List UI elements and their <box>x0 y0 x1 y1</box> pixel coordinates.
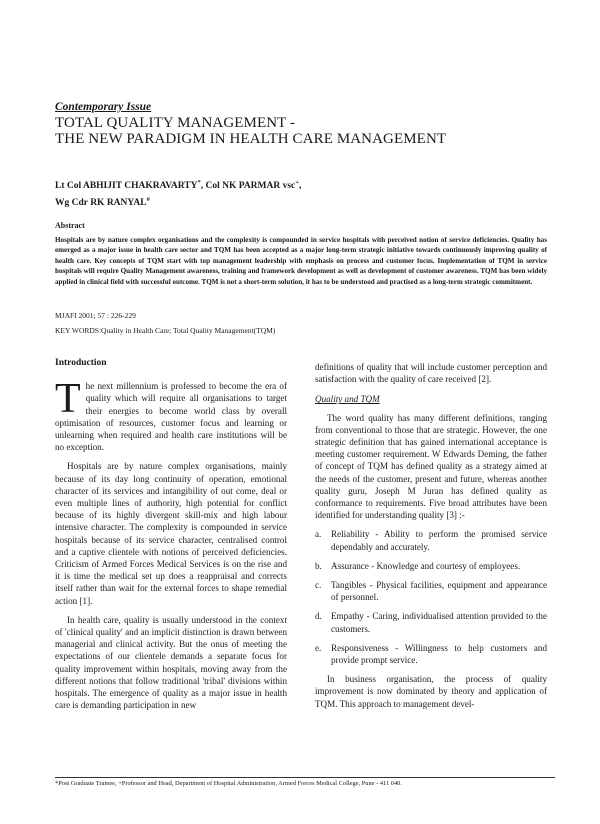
list-item <box>315 560 547 572</box>
list-item <box>315 610 547 634</box>
intro-paragraph-1-text: he next millennium is professed to become the era of quality which will require all organisations to target their energies to become world class by overall optimisation of resources, customer focus and learning or unlearning when required and health care institutions will be no exception. <box>55 381 287 453</box>
list-item-text: Responsiveness - Willingness to help customers and provide prompt service. <box>331 642 547 666</box>
title-line-1: TOTAL QUALITY MANAGEMENT - <box>55 115 296 131</box>
intro-paragraph-1 <box>55 376 287 453</box>
keywords-label: KEY WORDS: <box>55 326 102 335</box>
citation: MJAFI 2001; 57 : 226-229 <box>55 311 136 320</box>
list-item-letter: c. <box>315 580 322 591</box>
list-item <box>315 579 547 603</box>
intro-paragraph-3: In health care, quality is usually understood in the context of 'clinical quality' and an implicit distinction is drawn between managerial and clinical activity. But the onus of meeting the expectations of our clientele demands a separate focus for quality improvement within hospitals, moving away from the different notions that follow traditional 'tribal' divisions within hospitals. The emergence of quality as a major issue in health care is demanding participation in new <box>55 614 287 711</box>
list-item-text: Assurance - Knowledge and courtesy of employees. <box>331 560 521 571</box>
list-item-letter: e. <box>315 642 322 653</box>
list-item <box>315 528 547 552</box>
article-title <box>55 115 575 147</box>
abstract-heading: Abstract <box>55 221 85 230</box>
list-item-letter: b. <box>315 560 322 571</box>
quality-paragraph: The word quality has many different definitions, ranging from conventional to those that are strategic. However, the one strategic definition that has gained international acceptance is meeting customer requirement. W Edwards Deming, the father of concept of TQM has defined quality as a strategy aimed at the needs of the customer, present and future, whereas another quality guru, Joseph M Juran has defined quality as conformance to requirements. Five broad attributes have been identified for understanding quality [3] :- <box>315 412 547 521</box>
list-item-letter: d. <box>315 611 322 622</box>
list-item-letter: a. <box>315 529 322 540</box>
list-item-text: Empathy - Caring, individualised attention provided to the customers. <box>331 611 547 634</box>
quality-tqm-subheading: Quality and TQM <box>315 394 380 405</box>
author-list: Lt Col ABHIJIT CHAKRAVARTY*, Col NK PARMAR vsc+, Wg Cdr RK RANYAL# <box>55 179 302 209</box>
quality-attributes-list <box>315 528 547 666</box>
author-1-mark: * <box>197 179 201 186</box>
footnote-divider <box>55 777 555 778</box>
keywords <box>55 326 275 335</box>
list-item-text: Reliability - Ability to perform the promised service dependably and accurately. <box>331 529 547 552</box>
author-3-mark: # <box>146 196 150 204</box>
author-2: Col NK PARMAR vsc <box>205 181 296 192</box>
title-line-2: THE NEW PARADIGM IN HEALTH CARE MANAGEMENT <box>55 131 447 147</box>
introduction-heading: Introduction <box>55 358 107 368</box>
business-paragraph: In business organisation, the process of quality improvement is now dominated by theory and application of TQM. This approach to management devel- <box>315 674 547 709</box>
abstract-body: Hospitals are by nature complex organisations and the complexity is compounded in service hospitals with perceived notion of service deficiencies. Quality has emerged as a major issue in health care sector and TQM has been accepted as a major long-term strategic initiative towards continuously improving quality of health care. Key concepts of TQM start with top management leadership with emphasis on process and customer focus. Implementation of TQM in service hospitals will require Quality Management awareness, training and framework development as well as development of customer awareness. TQM has been widely applied in clinical field with successful outcome. TQM is not a short-term solution, it has to be understood and practised as a long-term strategic commitment. <box>55 236 547 286</box>
author-2-mark: + <box>295 179 299 186</box>
footnote: *Post Graduate Trainee, +Professor and Head, Department of Hospital Administration, Armed Forces Medical College, Pune - 411 040. <box>55 780 402 787</box>
author-3: Wg Cdr RK RANYAL <box>55 198 147 209</box>
list-item <box>315 642 547 666</box>
drop-cap: T <box>55 376 81 423</box>
list-item-text: Tangibles - Physical facilities, equipment and appearance of personnel. <box>331 580 547 603</box>
right-column <box>315 361 547 717</box>
intro-paragraph-2: Hospitals are by nature complex organisations, mainly because of its day long continuity of operation, emotional character of its services and intangibility of out come, deal or even multiple lines of authority, high potential for conflict because of its highly divergent skill-mix and high labour intensive character. The complexity is compounded in service hospitals because of its service character, centralised control and a captive clientele with notions of perceived deficiencies. Criticism of Armed Forces Medical Services is on the rise and it is time the medical set up does a reappraisal and corrects itself rather than wait for the external forces to shape remedial action [1]. <box>55 461 287 606</box>
continued-paragraph: definitions of quality that will include customer perception and satisfaction with the quality of care received [2]. <box>315 362 547 385</box>
author-1: Lt Col ABHIJIT CHAKRAVARTY <box>55 181 198 192</box>
section-label: Contemporary Issue <box>55 101 152 113</box>
keywords-text: Quality in Health Care; Total Quality Management(TQM) <box>101 326 276 335</box>
left-column <box>55 357 287 718</box>
